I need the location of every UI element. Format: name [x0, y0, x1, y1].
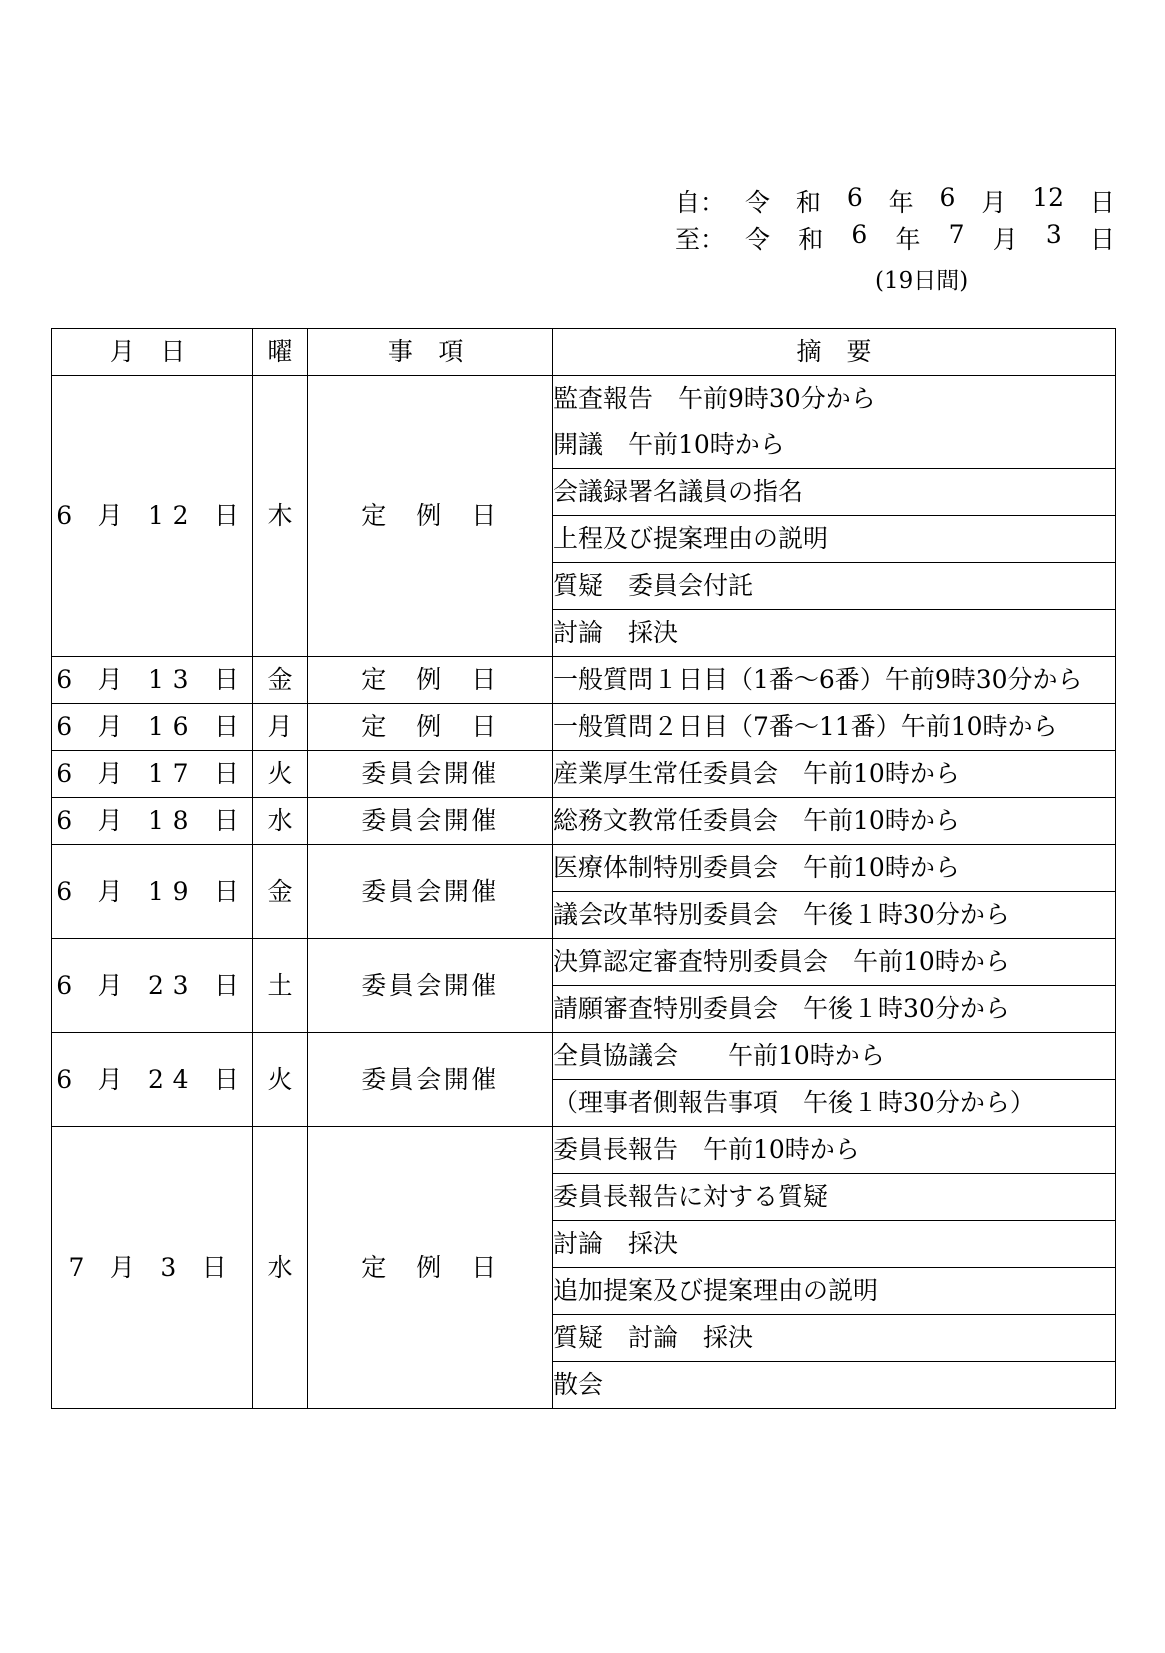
- weekday-cell-text: 火: [267, 759, 293, 788]
- date-part: 6: [851, 219, 868, 249]
- date-cell: [52, 845, 253, 939]
- summary-text: 討論 採決: [553, 618, 679, 647]
- header-type: [308, 329, 553, 376]
- date-part: 和: [795, 187, 821, 217]
- header-note-label: 摘 要: [796, 337, 872, 366]
- session-period: [675, 182, 1115, 256]
- date-cell: [52, 751, 253, 798]
- table-row: [52, 1033, 1116, 1080]
- date-cell: [52, 939, 253, 1033]
- date-part: 月: [981, 187, 1007, 217]
- summary-text: 開議 午前10時から: [553, 430, 785, 459]
- weekday-cell: [253, 657, 308, 704]
- date-cell: [52, 1033, 253, 1127]
- summary-text: 医療体制特別委員会 午前10時から: [553, 853, 960, 882]
- weekday-cell-text: 月: [267, 712, 293, 741]
- item-type-cell: [308, 939, 553, 1033]
- summary-cell: [553, 610, 1116, 657]
- date-cell: [52, 704, 253, 751]
- date-part: 令: [745, 187, 771, 217]
- weekday-cell: [253, 704, 308, 751]
- item-type-cell: [308, 376, 553, 657]
- summary-cell: [553, 563, 1116, 610]
- table-row: [52, 845, 1116, 892]
- date-part: 和: [798, 224, 824, 254]
- weekday-cell: [253, 845, 308, 939]
- date-part: 7: [948, 219, 965, 249]
- date-cell-text: 6 月 23 日: [56, 970, 248, 1000]
- summary-cell: [553, 1080, 1116, 1127]
- summary-cell: [553, 986, 1116, 1033]
- summary-text: 総務文教常任委員会 午前10時から: [553, 806, 960, 835]
- weekday-cell-text: 木: [267, 501, 293, 530]
- period-from-date: [745, 183, 1115, 219]
- table-row: [52, 751, 1116, 798]
- summary-cell: [553, 1174, 1116, 1221]
- summary-cell: [553, 1221, 1116, 1268]
- item-type-cell-text: 委員会開催: [361, 759, 499, 788]
- date-cell: [52, 798, 253, 845]
- date-cell-text: 7 月 3 日: [68, 1252, 236, 1282]
- summary-cell: [553, 845, 1116, 892]
- date-part: 月: [992, 224, 1018, 254]
- item-type-cell-text: 委員会開催: [361, 806, 499, 835]
- date-cell: [52, 1127, 253, 1409]
- summary-text: 上程及び提案理由の説明: [553, 524, 829, 553]
- item-type-cell: [308, 657, 553, 704]
- summary-text: 全員協議会 午前10時から: [553, 1041, 885, 1070]
- header-date: [52, 329, 253, 376]
- summary-cell: [553, 751, 1116, 798]
- item-type-cell: [308, 798, 553, 845]
- weekday-cell-text: 土: [267, 970, 293, 1000]
- header-type-label: 事 項: [387, 337, 473, 366]
- period-to: [675, 219, 1115, 256]
- date-part: 6: [939, 182, 956, 212]
- summary-cell: [553, 1033, 1116, 1080]
- item-type-cell: [308, 1033, 553, 1127]
- table-row: [52, 376, 1116, 469]
- summary-cell: [553, 1362, 1116, 1409]
- weekday-cell-text: 水: [267, 1252, 293, 1282]
- session-schedule-table: [51, 328, 1116, 1409]
- summary-cell: [553, 376, 1116, 469]
- summary-cell: [553, 1268, 1116, 1315]
- date-cell-text: 6 月 12 日: [56, 501, 248, 530]
- date-part: 令: [745, 224, 771, 254]
- item-type-cell-text: 委員会開催: [361, 876, 499, 906]
- summary-text: 質疑 委員会付託: [553, 571, 754, 600]
- summary-text: （理事者側報告事項 午後１時30分から）: [553, 1088, 1035, 1117]
- summary-cell: [553, 516, 1116, 563]
- item-type-cell-text: 委員会開催: [361, 1064, 499, 1094]
- period-to-date: [745, 220, 1115, 256]
- item-type-cell-text: 定 例 日: [361, 1252, 499, 1282]
- table-row: [52, 939, 1116, 986]
- summary-cell: [553, 704, 1116, 751]
- weekday-cell-text: 火: [267, 1064, 293, 1094]
- summary-text: 一般質問１日目（1番～6番）午前9時30分から: [553, 665, 1083, 694]
- date-cell-text: 6 月 17 日: [56, 759, 248, 788]
- period-day-count: (19日間): [875, 268, 969, 294]
- weekday-cell-text: 金: [267, 665, 293, 694]
- summary-text: 会議録署名議員の指名: [553, 477, 804, 506]
- table-row: [52, 657, 1116, 704]
- date-part: 6: [846, 182, 863, 212]
- summary-cell: [553, 892, 1116, 939]
- date-cell-text: 6 月 13 日: [56, 665, 248, 694]
- summary-text: 質疑 討論 採決: [553, 1323, 754, 1352]
- summary-text: 委員長報告に対する質疑: [553, 1182, 829, 1211]
- header-note: [553, 329, 1116, 376]
- date-part: 日: [1089, 224, 1115, 254]
- weekday-cell: [253, 798, 308, 845]
- item-type-cell-text: 定 例 日: [361, 501, 499, 530]
- date-cell-text: 6 月 18 日: [56, 806, 248, 835]
- weekday-cell: [253, 751, 308, 798]
- weekday-cell: [253, 939, 308, 1033]
- table-row: [52, 704, 1116, 751]
- item-type-cell: [308, 1127, 553, 1409]
- item-type-cell: [308, 751, 553, 798]
- item-type-cell-text: 定 例 日: [361, 712, 499, 741]
- table-row: [52, 798, 1116, 845]
- weekday-cell: [253, 1127, 308, 1409]
- summary-cell: [553, 469, 1116, 516]
- period-to-label: 至：: [675, 224, 726, 254]
- date-cell-text: 6 月 19 日: [56, 876, 248, 906]
- summary-cell: [553, 1127, 1116, 1174]
- period-from-label: 自：: [675, 187, 726, 217]
- date-part: 年: [888, 187, 914, 217]
- summary-text: 決算認定審査特別委員会 午前10時から: [553, 947, 1010, 976]
- summary-text: 監査報告 午前9時30分から: [553, 384, 876, 413]
- header-date-label: 月 日: [109, 337, 195, 366]
- item-type-cell-text: 定 例 日: [361, 665, 499, 694]
- summary-text: 一般質問２日目（7番～11番）午前10時から: [553, 712, 1058, 741]
- summary-text: 討論 採決: [553, 1229, 679, 1258]
- summary-text: 散会: [553, 1370, 604, 1399]
- item-type-cell: [308, 845, 553, 939]
- weekday-cell-text: 水: [267, 806, 293, 835]
- weekday-cell: [253, 1033, 308, 1127]
- summary-cell: [553, 939, 1116, 986]
- weekday-cell: [253, 376, 308, 657]
- date-part: 年: [895, 224, 921, 254]
- period-from: [675, 182, 1115, 219]
- date-cell: [52, 657, 253, 704]
- weekday-cell-text: 金: [267, 876, 293, 906]
- summary-text: 産業厚生常任委員会 午前10時から: [553, 759, 960, 788]
- schedule-body: [52, 376, 1116, 1409]
- date-part: 12: [1032, 182, 1065, 212]
- item-type-cell-text: 委員会開催: [361, 970, 499, 1000]
- table-row: [52, 1127, 1116, 1174]
- summary-cell: [553, 798, 1116, 845]
- date-cell: [52, 376, 253, 657]
- date-cell-text: 6 月 16 日: [56, 712, 248, 741]
- summary-cell: [553, 657, 1116, 704]
- table-header-row: [52, 329, 1116, 376]
- summary-cell: [553, 1315, 1116, 1362]
- summary-text: 追加提案及び提案理由の説明: [553, 1276, 879, 1305]
- summary-text: 請願審査特別委員会 午後１時30分から: [553, 994, 1010, 1023]
- header-dow-label: 曜: [267, 337, 293, 366]
- header-dow: [253, 329, 308, 376]
- item-type-cell: [308, 704, 553, 751]
- date-part: 3: [1045, 219, 1062, 249]
- date-cell-text: 6 月 24 日: [56, 1064, 248, 1094]
- summary-text: 委員長報告 午前10時から: [553, 1135, 860, 1164]
- summary-text: 議会改革特別委員会 午後１時30分から: [553, 900, 1010, 929]
- date-part: 日: [1089, 187, 1115, 217]
